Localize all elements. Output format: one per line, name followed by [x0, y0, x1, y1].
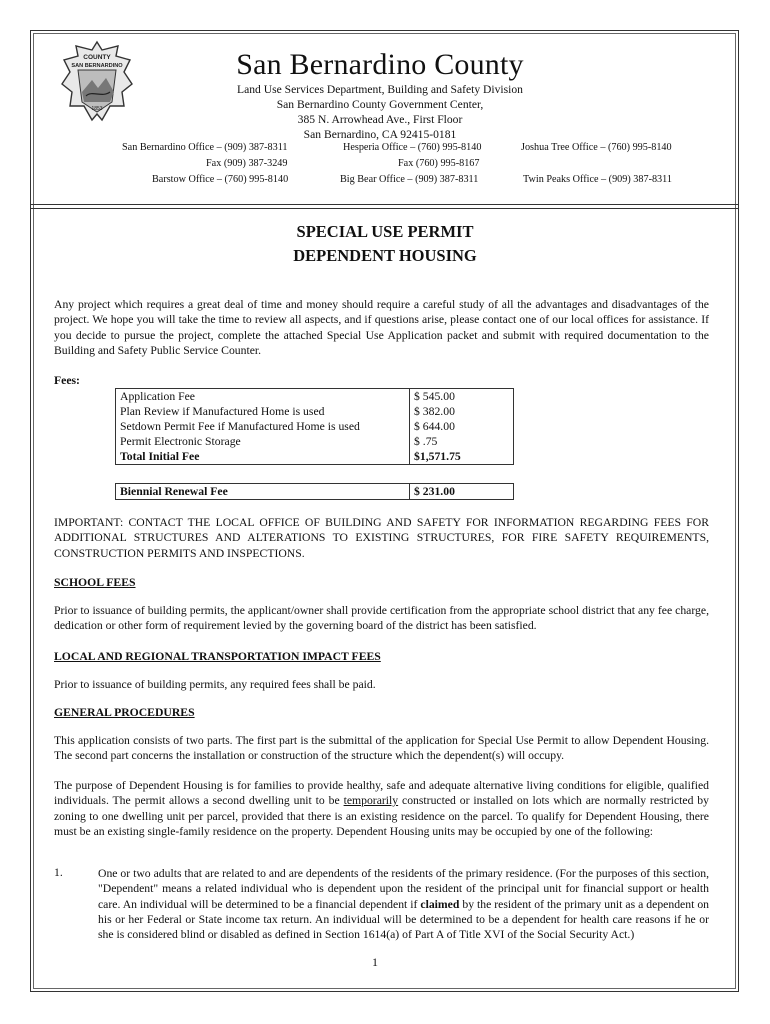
general-paragraph-1: This application consists of two parts. The first part is the submittal of the application for Special Use Permit to allow Dependent Housing. The second part concerns the installation or construction of the structure which the dependent(s) will occupy.	[54, 734, 709, 763]
fee-name: Plan Review if Manufactured Home is used	[116, 404, 410, 419]
fees-label: Fees:	[54, 374, 80, 387]
office-san-bernardino: San Bernardino Office – (909) 387-8311	[122, 142, 288, 153]
seal-year: 1853	[91, 106, 103, 112]
fee-total-row	[116, 449, 514, 465]
school-fees-heading: SCHOOL FEES	[54, 576, 136, 589]
important-notice: IMPORTANT: CONTACT THE LOCAL OFFICE OF BUILDING AND SAFETY FOR INFORMATION REGARDING FEES FOR ADDITIONAL STRUCTURES AND ALTERATIONS TO EXISTING STRUCTURES, FOR FIRE SAFETY REQUIREMENTS, CONSTRUCTION PERMITS AND INSPECTIONS.	[54, 516, 709, 560]
renewal-row	[116, 484, 514, 500]
fee-amount: $ 545.00	[410, 389, 514, 405]
general-procedures-heading: GENERAL PROCEDURES	[54, 706, 195, 719]
office-hesperia: Hesperia Office – (760) 995-8140	[343, 142, 482, 153]
office-big-bear: Big Bear Office – (909) 387-8311	[340, 174, 479, 185]
renewal-fee-amount: $ 231.00	[410, 484, 514, 500]
fee-name: Setdown Permit Fee if Manufactured Home is used	[116, 419, 410, 434]
general-p2-part-a: The purpose of Dependent Housing is for families to provide healthy, safe and adequate alternative living conditions for eligible, qualified individuals. The permit allows a second dwelling unit to be	[54, 779, 709, 808]
department-address	[150, 82, 610, 142]
list-text-part-b: by the resident of the primary unit as a dependent on his or her Federal or State income tax return. An individual will be determined to be a dependent for health care reasons if he or she is considered blind or disabled as defined in Section 1614(a) of Part A of Title XVI of the Social Security Act.)	[98, 897, 710, 942]
fee-name: Application Fee	[116, 389, 410, 405]
renewal-fee-table	[115, 483, 514, 500]
dept-line: San Bernardino, CA 92415-0181	[303, 128, 457, 141]
fee-total-amount: $1,571.75	[410, 449, 514, 465]
dept-line: Land Use Services Department, Building and Safety Division	[237, 83, 523, 96]
header-divider	[31, 204, 738, 205]
office-san-bernardino-fax: Fax (909) 387-3249	[206, 158, 288, 169]
transport-fees-text: Prior to issuance of building permits, any required fees shall be paid.	[54, 678, 376, 691]
fee-amount: $ 644.00	[410, 419, 514, 434]
county-name: San Bernardino County	[236, 48, 524, 81]
fee-amount: $ .75	[410, 434, 514, 449]
header-divider-second	[31, 208, 738, 209]
general-p2-part-b: constructed or installed on lots which are normally restricted by zoning to one dwelling unit per parcel, provided that there is an existing residence on the parcel. To qualify for Dependent Housing, there must be an existing single-family residence on the property. Dependent Housing units may be occupied by one of the following:	[54, 794, 709, 838]
general-paragraph-2	[54, 778, 709, 839]
fees-table	[115, 388, 514, 465]
seal-text-top: COUNTY	[83, 54, 111, 61]
list-item-number: 1.	[54, 866, 63, 879]
fee-name: Permit Electronic Storage	[116, 434, 410, 449]
list-text-part-a: One or two adults that are related to and are dependents of the residents of the primary residence. (For the purposes of this section, "Dependent" means a related individual who is dependent upon the resident of the principal unit for financial support or health care. An individual will be determined to be a financial dependent if	[98, 867, 709, 911]
claimed-emphasis: claimed	[420, 897, 460, 911]
temporarily-emphasis: temporarily	[343, 794, 399, 808]
county-seal-icon	[58, 40, 136, 124]
transport-fees-heading: LOCAL AND REGIONAL TRANSPORTATION IMPACT FEES	[54, 650, 381, 663]
fee-total-name: Total Initial Fee	[116, 449, 410, 465]
office-hesperia-fax: Fax (760) 995-8167	[398, 158, 480, 169]
title-line-2: DEPENDENT HOUSING	[293, 246, 477, 265]
renewal-fee-name: Biennial Renewal Fee	[116, 484, 410, 500]
fee-row	[116, 389, 514, 405]
fee-row	[116, 434, 514, 449]
dept-line: San Bernardino County Government Center,	[276, 98, 484, 111]
list-item-text	[98, 866, 709, 942]
office-twin-peaks: Twin Peaks Office – (909) 387-8311	[523, 174, 672, 185]
page-number: 1	[372, 955, 378, 969]
seal-text-mid: SAN BERNARDINO	[71, 63, 123, 69]
intro-paragraph: Any project which requires a great deal of time and money should require a careful study of all the advantages and disadvantages of the project. We hope you will take the time to review all aspects, and if questions arise, please contact one of our local offices for assistance. If you decide to pursue the project, complete the attached Special Use Application packet and submit with required documentation to the Building and Safety Public Service Counter.	[54, 298, 709, 357]
dept-line: 385 N. Arrowhead Ave., First Floor	[297, 113, 463, 126]
title-line-1: SPECIAL USE PERMIT	[296, 222, 474, 241]
document-title	[0, 220, 770, 268]
school-fees-text: Prior to issuance of building permits, the applicant/owner shall provide certification from the appropriate school district that any fee charge, dedication or other form of requirement levied by the governing board of the district has been satisfied.	[54, 604, 709, 633]
office-barstow: Barstow Office – (760) 995-8140	[152, 174, 289, 185]
fee-row	[116, 404, 514, 419]
fee-amount: $ 382.00	[410, 404, 514, 419]
fee-row	[116, 419, 514, 434]
office-joshua-tree: Joshua Tree Office – (760) 995-8140	[521, 142, 672, 153]
